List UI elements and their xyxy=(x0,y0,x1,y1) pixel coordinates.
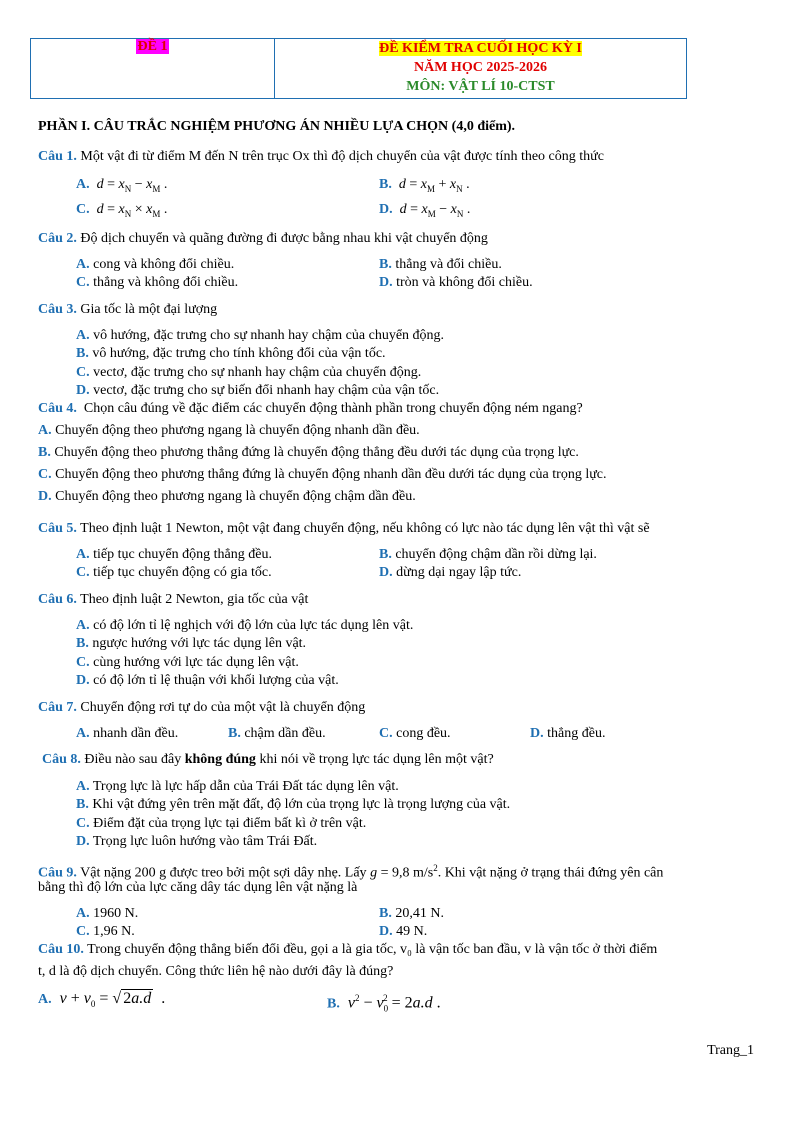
q3-option-c: C. vectơ, đặc trưng cho sự nhanh hay chậm của chuyển động. xyxy=(76,365,422,380)
q4-option-c: C. Chuyển động theo phương thẳng đứng là chuyển động nhanh dần đều dưới tác dụng của trọng lực. xyxy=(38,467,607,482)
q2-option-d: D. tròn và không đổi chiều. xyxy=(379,275,533,290)
q4-option-a: A. Chuyển động theo phương ngang là chuyển động nhanh dần đều. xyxy=(38,423,420,438)
q1-option-d: D. $d = x_M - x_N$ . xyxy=(379,202,471,219)
q9-option-b: B. 20,41 N. xyxy=(379,906,444,921)
q6-option-a: A. có độ lớn tỉ lệ nghịch với độ lớn của lực tác dụng lên vật. xyxy=(76,618,414,633)
question-2: Câu 2. Độ dịch chuyển và quãng đường đi được bằng nhau khi vật chuyển động xyxy=(38,231,488,246)
q4-option-d: D. Chuyển động theo phương ngang là chuyển động chậm dần đều. xyxy=(38,489,416,504)
question-3: Câu 3. Gia tốc là một đại lượng xyxy=(38,302,218,317)
q9-option-a: A. 1960 N. xyxy=(76,906,139,921)
q5-option-d: D. dừng dại ngay lập tức. xyxy=(379,565,522,580)
question-5: Câu 5. Theo định luật 1 Newton, một vật đang chuyển động, nếu không có lực nào tác dụng lên vật thì vật sẽ xyxy=(38,521,650,536)
q1-option-a: A. $d = x_N - x_M$ . xyxy=(76,177,168,194)
q8-option-c: C. Điểm đặt của trọng lực tại điểm bất kì ở trên vật. xyxy=(76,816,367,831)
q10-option-b: B. $v^2 - v_0^2 = 2a.d$ . xyxy=(327,993,441,1014)
exam-title-cell xyxy=(275,39,686,98)
exam-number: ĐỀ 1 xyxy=(137,39,168,54)
q9-option-c: C. 1,96 N. xyxy=(76,924,135,939)
q2-option-b: B. thẳng và đổi chiều. xyxy=(379,257,502,272)
q5-option-c: C. tiếp tục chuyển động có gia tốc. xyxy=(76,565,272,580)
exam-title: ĐỀ KIỂM TRA CUỐI HỌC KỲ I xyxy=(379,41,582,56)
question-6: Câu 6. Theo định luật 2 Newton, gia tốc của vật xyxy=(38,592,309,607)
subject: MÔN: VẬT LÍ 10-CTST xyxy=(406,79,555,94)
q3-option-a: A. vô hướng, đặc trưng cho sự nhanh hay chậm của chuyển động. xyxy=(76,328,445,343)
q7-option-b: B. chậm dần đều. xyxy=(228,726,326,741)
q9-option-d: D. 49 N. xyxy=(379,924,428,939)
question-1: Câu 1. Một vật đi từ điểm M đến N trên trục Ox thì độ dịch chuyển của vật được tính theo công thức xyxy=(38,149,604,164)
page-footer: Trang_1 xyxy=(707,1043,754,1058)
question-10: Câu 10. Trong chuyển động thẳng biến đổi đều, gọi a là gia tốc, v₀ là vận tốc ban đầu, v là vận tốc ở thời điểm xyxy=(38,942,658,957)
q5-option-a: A. tiếp tục chuyển động thẳng đều. xyxy=(76,547,272,562)
q7-option-a: A. nhanh dần đều. xyxy=(76,726,179,741)
q7-option-c: C. cong đều. xyxy=(379,726,451,741)
section-title: PHẦN I. CÂU TRẮC NGHIỆM PHƯƠNG ÁN NHIỀU LỰA CHỌN (4,0 điểm). xyxy=(38,119,516,134)
question-7: Câu 7. Chuyển động rơi tự do của một vật là chuyển động xyxy=(38,700,366,715)
q3-option-b: B. vô hướng, đặc trưng cho tính không đổi của vận tốc. xyxy=(76,346,386,361)
q2-option-a: A. cong và không đổi chiều. xyxy=(76,257,235,272)
q2-option-c: C. thẳng và không đổi chiều. xyxy=(76,275,239,290)
question-10-line2: t, d là độ dịch chuyển. Công thức liên hệ nào dưới đây là đúng? xyxy=(38,964,394,979)
question-8: Câu 8. Điều nào sau đây không đúng khi nói về trọng lực tác dụng lên một vật? xyxy=(42,752,494,767)
q8-option-b: B. Khi vật đứng yên trên mặt đất, độ lớn của trọng lực là trọng lượng của vật. xyxy=(76,797,511,812)
q6-option-b: B. ngược hướng với lực tác dụng lên vật. xyxy=(76,636,307,651)
q4-option-b: B. Chuyển động theo phương thẳng đứng là chuyển động thẳng đều dưới tác dụng của trọng lực. xyxy=(38,445,579,460)
q1-option-c: C. $d = x_N \times x_M$ . xyxy=(76,202,168,219)
exam-header xyxy=(30,38,687,99)
exam-number-cell xyxy=(31,39,275,98)
question-9-line2: bằng thì độ lớn của lực căng dây tác dụng lên vật nặng là xyxy=(38,880,358,895)
q1-option-b: B. $d = x_M + x_N$ . xyxy=(379,177,470,194)
q8-option-d: D. Trọng lực luôn hướng vào tâm Trái Đất. xyxy=(76,834,318,849)
q6-option-d: D. có độ lớn tỉ lệ thuận với khối lượng của vật. xyxy=(76,673,339,688)
question-4: Câu 4. Chọn câu đúng về đặc điểm các chuyển động thành phần trong chuyển động ném ngang? xyxy=(38,401,583,416)
q10-option-a: A. $v + v_0$ = √ 2a.d . xyxy=(38,990,166,1010)
q6-option-c: C. cùng hướng với lực tác dụng lên vật. xyxy=(76,655,299,670)
q5-option-b: B. chuyển động chậm dần rồi dừng lại. xyxy=(379,547,597,562)
q7-option-d: D. thẳng đều. xyxy=(530,726,606,741)
q8-option-a: A. Trọng lực là lực hấp dẫn của Trái Đất tác dụng lên vật. xyxy=(76,779,399,794)
question-9: Câu 9. Vật nặng 200 g được treo bởi một sợi dây nhẹ. Lấy g = 9,8 $m/s^2$. Khi vật nặng ở trạng thái đứng yên cân xyxy=(38,863,664,881)
q3-option-d: D. vectơ, đặc trưng cho sự biến đổi nhanh hay chậm của vận tốc. xyxy=(76,383,440,398)
school-year: NĂM HỌC 2025-2026 xyxy=(414,60,547,75)
